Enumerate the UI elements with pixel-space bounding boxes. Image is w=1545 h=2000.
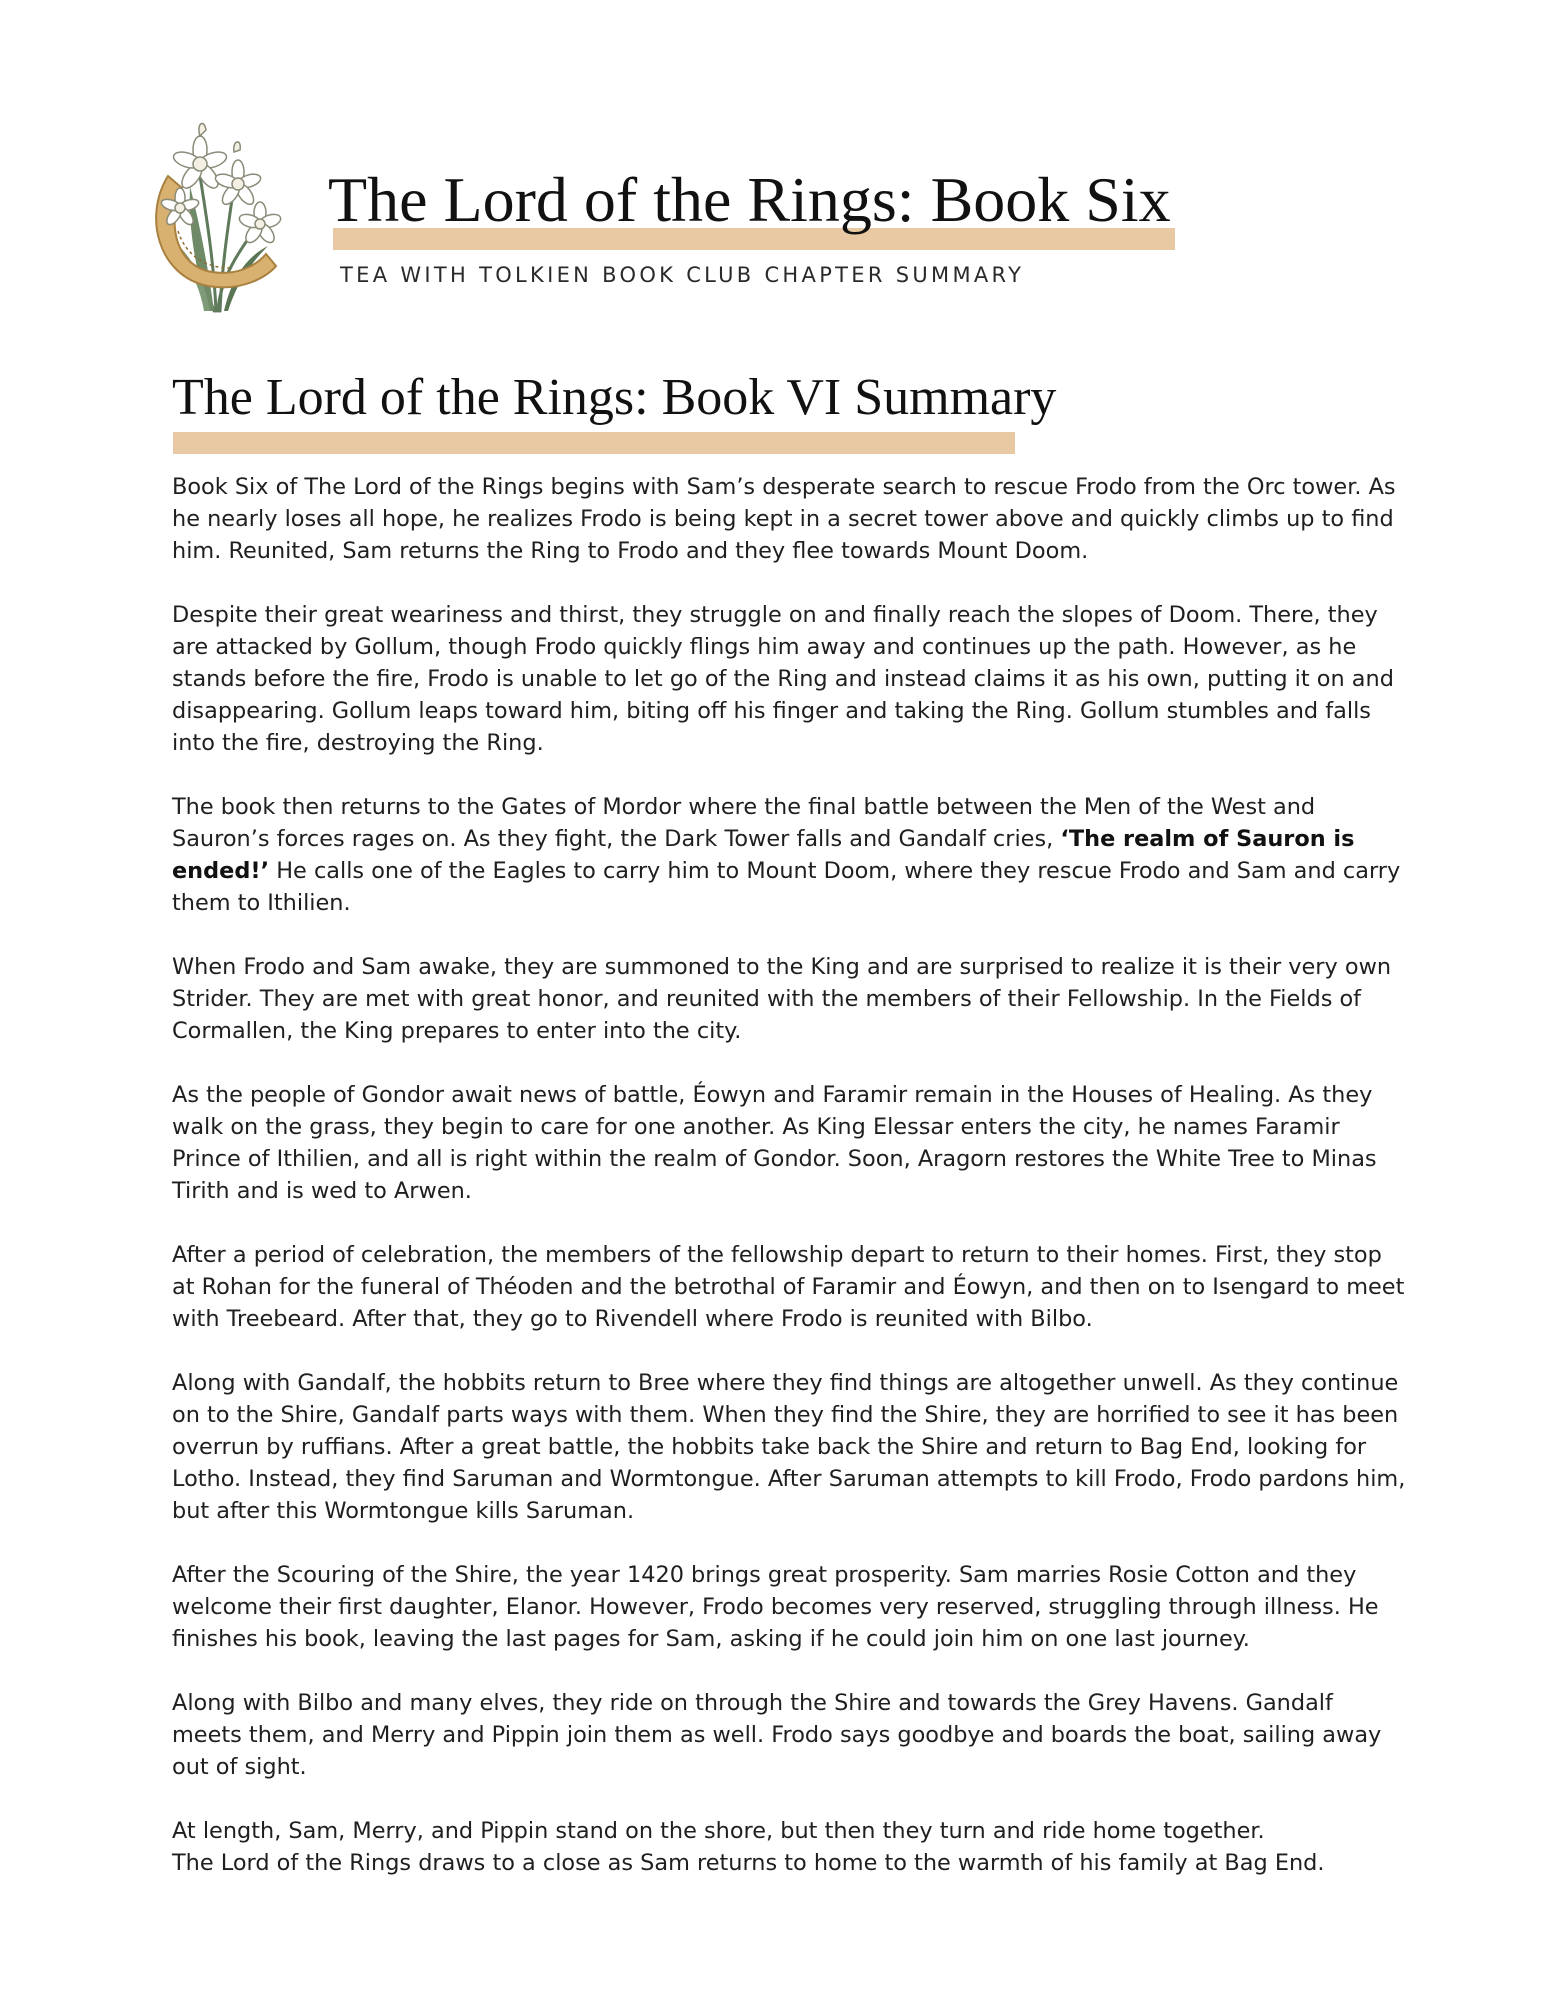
summary-paragraph-3 xyxy=(172,791,1407,919)
summary-paragraph-5: As the people of Gondor await news of battle, Éowyn and Faramir remain in the Houses of Healing. As they walk on the grass, they begin to care for one another. As King Elessar enters the city, he names Faramir Prince of Ithilien, and all is right within the realm of Gondor. Soon, Aragorn restores the White Tree to Minas Tirith and is wed to Arwen. xyxy=(172,1082,1377,1204)
daffodil-ring-icon xyxy=(148,116,308,316)
summary-paragraph-6: After a period of celebration, the members of the fellowship depart to return to their homes. First, they stop at Rohan for the funeral of Théoden and the betrothal of Faramir and Éowyn, and then on to Isengard to meet with Treebeard. After that, they go to Rivendell where Frodo is reunited with Bilbo. xyxy=(172,1242,1405,1332)
section-title: The Lord of the Rings: Book VI Summary xyxy=(172,369,1057,426)
header-title: The Lord of the Rings: Book Six xyxy=(328,164,1171,235)
summary-body xyxy=(172,471,1407,1911)
summary-paragraph-7: Along with Gandalf, the hobbits return to Bree where they find things are altogether unwell. As they continue on to the Shire, Gandalf parts ways with them. When they find the Shire, they are horrified to see it has been overrun by ruffians. After a great battle, the hobbits take back the Shire and return to Bag End, looking for Lotho. Instead, they find Saruman and Wormtongue. After Saruman attempts to kill Frodo, Frodo pardons him, but after this Wormtongue kills Saruman. xyxy=(172,1370,1406,1524)
summary-paragraph-9: Along with Bilbo and many elves, they ride on through the Shire and towards the Grey Havens. Gandalf meets them, and Merry and Pippin join them as well. Frodo says goodbye and boards the boat, sailing away out of sight. xyxy=(172,1690,1382,1780)
summary-paragraph-10 xyxy=(172,1815,1407,1879)
gandalf-quote: ‘The realm of Sauron is ended!’ xyxy=(172,826,1355,884)
header-subtitle: TEA WITH TOLKIEN BOOK CLUB CHAPTER SUMMARY xyxy=(340,263,1025,287)
summary-paragraph-2: Despite their great weariness and thirst, they struggle on and finally reach the slopes of Doom. There, they are attacked by Gollum, though Frodo quickly flings him away and continues up the path. However, as he stands before the fire, Frodo is unable to let go of the Ring and instead claims it as his own, putting it on and disappearing. Gollum leaps toward him, biting off his finger and taking the Ring. Gollum stumbles and falls into the fire, destroying the Ring. xyxy=(172,602,1394,756)
summary-paragraph-4: When Frodo and Sam awake, they are summoned to the King and are surprised to realize it is their very own Strider. They are met with great honor, and reunited with the members of their Fellowship. In the Fields of Cormallen, the King prepares to enter into the city. xyxy=(172,954,1392,1044)
closing-line-2: The Lord of the Rings draws to a close as Sam returns to home to the warmth of his family at Bag End. xyxy=(172,1850,1325,1876)
paragraph-3-intro: The book then returns to the Gates of Mordor where the final battle between the Men of the West and Sauron’s forces rages on. As they fight, the Dark Tower falls and Gandalf cries, xyxy=(172,794,1316,852)
closing-line-1: At length, Sam, Merry, and Pippin stand on the shore, but then they turn and ride home together. xyxy=(172,1818,1265,1844)
paragraph-3-rest: He calls one of the Eagles to carry him to Mount Doom, where they rescue Frodo and Sam and carry them to Ithilien. xyxy=(172,858,1401,916)
summary-paragraph-1: Book Six of The Lord of the Rings begins with Sam’s desperate search to rescue Frodo from the Orc tower. As he nearly loses all hope, he realizes Frodo is being kept in a secret tower above and quickly climbs up to find him. Reunited, Sam returns the Ring to Frodo and they flee towards Mount Doom. xyxy=(172,474,1396,564)
section-highlight-bar xyxy=(173,432,1015,454)
summary-paragraph-8: After the Scouring of the Shire, the year 1420 brings great prosperity. Sam marries Rosie Cotton and they welcome their first daughter, Elanor. However, Frodo becomes very reserved, struggling through illness. He finishes his book, leaving the last pages for Sam, asking if he could join him on one last journey. xyxy=(172,1562,1379,1652)
